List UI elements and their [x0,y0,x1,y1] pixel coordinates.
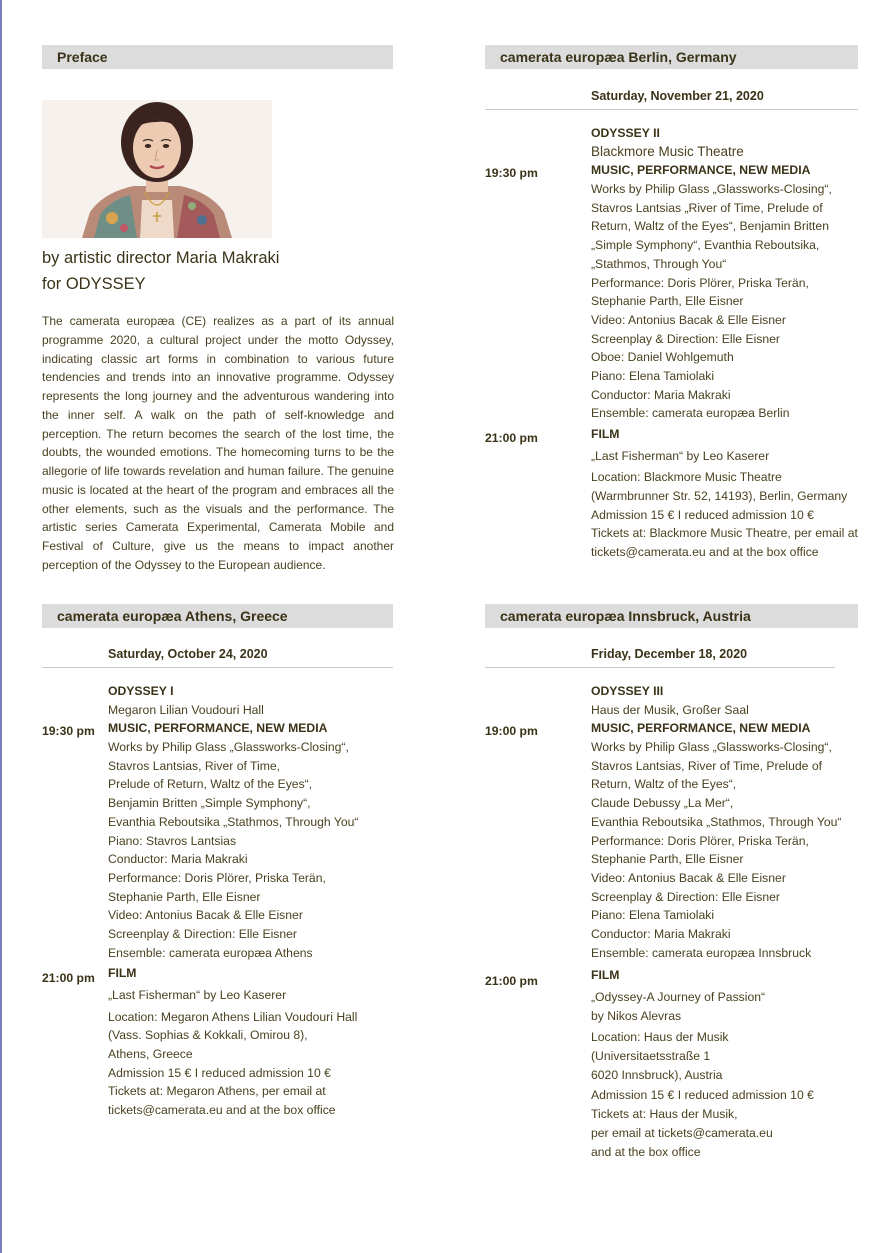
innsbruck-detail: Stephanie Parth, Elle Eisner [591,852,744,867]
innsbruck-detail: Return, Waltz of the Eyes“, [591,777,737,792]
athens-bar-label: camerata europæa Athens, Greece [57,608,288,624]
athens-detail: Stavros Lantsias, River of Time, [108,758,281,773]
berlin-date-text: Saturday, November 21, 2020 [591,89,764,103]
berlin-date [485,89,858,110]
athens-location: Location: Megaron Athens Lilian Voudouri Hall [108,1009,358,1024]
berlin-time-1: 19:30 pm [485,166,538,180]
innsbruck-film: by Nikos Alevras [591,1008,682,1023]
preface-section-bar [42,45,393,69]
berlin-detail: Video: Antonius Bacak & Elle Eisner [591,312,786,327]
berlin-detail: „Stathmos, Through You“ [591,256,727,271]
athens-location: Admission 15 € I reduced admission 10 € [108,1065,331,1080]
innsbruck-location: per email at tickets@camerata.eu [591,1125,773,1140]
innsbruck-detail: Video: Antonius Bacak & Elle Eisner [591,870,786,885]
preface-bar-label: Preface [57,49,108,65]
athens-event-block [108,682,358,1120]
athens-film: „Last Fisherman“ by Leo Kaserer [108,988,287,1002]
innsbruck-bar-label: camerata europæa Innsbruck, Austria [500,608,751,624]
athens-section-bar [42,604,393,628]
innsbruck-detail: Stavros Lantsias, River of Time, Prelude of [591,758,822,773]
innsbruck-detail: Conductor: Maria Makraki [591,926,731,941]
athens-category-1: MUSIC, PERFORMANCE, NEW MEDIA [108,721,328,736]
berlin-detail: Piano: Elena Tamiolaki [591,368,715,383]
athens-detail: Prelude of Return, Waltz of the Eyes“, [108,777,313,792]
innsbruck-category-2: FILM [591,968,620,983]
athens-detail: Works by Philip Glass „Glassworks-Closing“, [108,740,349,755]
berlin-category-1: MUSIC, PERFORMANCE, NEW MEDIA [591,163,811,178]
athens-venue: Megaron Lilian Voudouri Hall [108,702,264,717]
preface-heading [42,245,279,297]
berlin-section-bar [485,45,858,69]
innsbruck-detail: Evanthia Reboutsika „Stathmos, Through You“ [591,814,842,829]
portrait-illustration [42,100,272,238]
innsbruck-time-1: 19:00 pm [485,724,538,738]
preface-heading-line2: for ODYSSEY [42,275,146,293]
innsbruck-detail: Ensemble: camerata europæa Innsbruck [591,945,812,960]
berlin-detail: Ensemble: camerata europæa Berlin [591,406,790,421]
berlin-time-2: 21:00 pm [485,431,538,445]
innsbruck-category-1: MUSIC, PERFORMANCE, NEW MEDIA [591,721,811,736]
innsbruck-location: 6020 Innsbruck), Austria [591,1067,723,1082]
athens-location: Athens, Greece [108,1047,193,1062]
athens-location: (Vass. Sophias & Kokkali, Omirou 8), [108,1028,308,1043]
preface-heading-line1: by artistic director Maria Makraki [42,249,280,267]
athens-detail: Evanthia Reboutsika „Stathmos, Through You“ [108,814,359,829]
berlin-venue: Blackmore Music Theatre [591,143,744,159]
innsbruck-detail: Screenplay & Direction: Elle Eisner [591,889,780,904]
innsbruck-detail: Performance: Doris Plörer, Priska Terän, [591,833,809,848]
athens-detail: Ensemble: camerata europæa Athens [108,945,313,960]
innsbruck-location: Admission 15 € I reduced admission 10 € [591,1088,814,1103]
berlin-detail: Stephanie Parth, Elle Eisner [591,294,744,309]
innsbruck-location: (Universitaetsstraße 1 [591,1049,711,1064]
innsbruck-event-title: ODYSSEY III [591,684,664,698]
athens-category-2: FILM [108,966,137,981]
athens-detail: Video: Antonius Bacak & Elle Eisner [108,908,303,923]
athens-date-text: Saturday, October 24, 2020 [108,647,268,661]
innsbruck-detail: Claude Debussy „La Mer“, [591,796,734,811]
athens-location: Tickets at: Megaron Athens, per email at [108,1084,326,1099]
athens-detail: Piano: Stavros Lantsias [108,833,237,848]
berlin-film: „Last Fisherman“ by Leo Kaserer [591,448,770,463]
innsbruck-location: Location: Haus der Musik [591,1030,729,1045]
athens-detail: Conductor: Maria Makraki [108,852,248,867]
innsbruck-detail: Works by Philip Glass „Glassworks-Closing“, [591,740,832,755]
athens-detail: Benjamin Britten „Simple Symphony“, [108,796,311,811]
berlin-event-title: ODYSSEY II [591,126,660,140]
innsbruck-date-text: Friday, December 18, 2020 [591,647,748,661]
innsbruck-location: Tickets at: Haus der Musik, [591,1107,738,1122]
berlin-bar-label: camerata europæa Berlin, Germany [500,49,737,65]
athens-detail: Performance: Doris Plörer, Priska Terän, [108,870,326,885]
berlin-location: Location: Blackmore Music Theatre [591,470,782,485]
innsbruck-location: and at the box office [591,1144,701,1159]
preface-body-text: The camerata europæa (CE) realizes as a part of its annual programme 2020, a cultural project under the motto Odyssey, indicating classic art forms in combination to various future tendencies and trends into an innovative programme. Odyssey represents the long journey and the adventurous wandering into the inner self. A walk on the path of self-knowledge and perception. The return becomes the search of the lost time, the doubts, the wounded emotions. The homecoming turns to be the allegorie of life towards revelation and human failure. The genuine music is located at the heart of the program and embraces all the other elements, such as the visuals and the performance. The artistic series Camerata Experimental, Camerata Mobile and Festival of Culture, give us the means to impact another perception of the Odyssey to the European audience. [42,314,394,572]
innsbruck-time-2: 21:00 pm [485,974,538,988]
innsbruck-section-bar [485,604,858,628]
berlin-detail: Return, Waltz of the Eyes“, Benjamin Britten [591,219,829,234]
berlin-location: Admission 15 € I reduced admission 10 € [591,507,814,522]
berlin-detail: „Simple Symphony“, Evanthia Reboutsika, [591,238,820,253]
berlin-location: Tickets at: Blackmore Music Theatre, per email at [591,526,858,541]
berlin-detail: Oboe: Daniel Wohlgemuth [591,350,734,365]
berlin-detail: Screenplay & Direction: Elle Eisner [591,331,780,346]
athens-detail: Stephanie Parth, Elle Eisner [108,889,261,904]
page-edge-line [0,0,2,1253]
berlin-event-block [591,124,858,562]
athens-location: tickets@camerata.eu and at the box office [108,1103,336,1118]
berlin-location: (Warmbrunner Str. 52, 14193), Berlin, Germany [591,489,848,504]
innsbruck-event-block [591,682,841,1161]
berlin-detail: Performance: Doris Plörer, Priska Terän, [591,275,809,290]
berlin-location: tickets@camerata.eu and at the box office [591,545,819,560]
berlin-detail: Works by Philip Glass „Glassworks-Closing“, [591,182,832,197]
athens-detail: Screenplay & Direction: Elle Eisner [108,926,297,941]
innsbruck-venue: Haus der Musik, Großer Saal [591,702,749,717]
innsbruck-film: „Odyssey-A Journey of Passion“ [591,990,766,1004]
athens-date [42,647,393,668]
director-portrait [42,100,272,238]
berlin-detail: Conductor: Maria Makraki [591,387,731,402]
athens-time-1: 19:30 pm [42,724,95,738]
berlin-detail: Stavros Lantsias „River of Time, Prelude of [591,200,823,215]
athens-time-2: 21:00 pm [42,971,95,985]
innsbruck-detail: Piano: Elena Tamiolaki [591,908,715,923]
berlin-category-2: FILM [591,427,620,441]
innsbruck-date [485,647,835,668]
athens-event-title: ODYSSEY I [108,684,174,698]
